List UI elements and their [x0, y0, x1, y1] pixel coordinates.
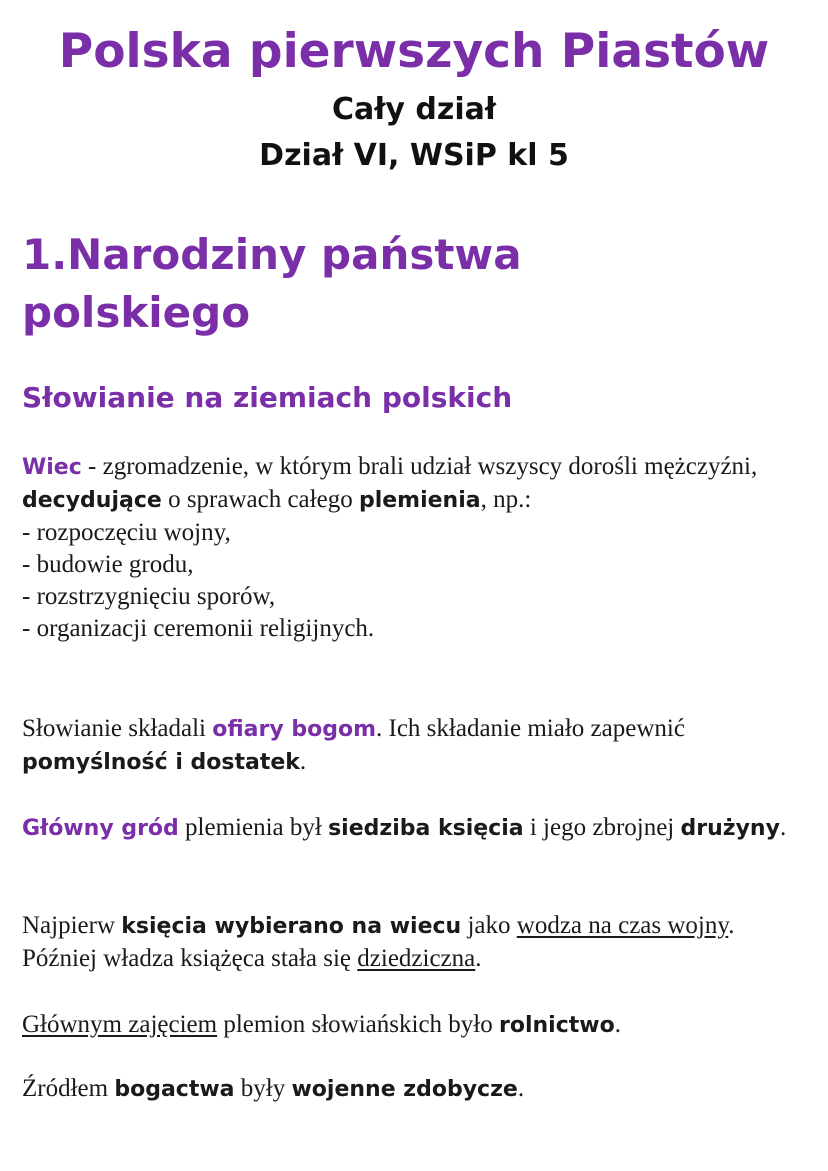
paragraph-ofiary	[22, 713, 812, 779]
paragraph-grod	[22, 812, 812, 845]
document-subtitle-scope: Cały dział	[332, 92, 496, 127]
bold-span: bogactwa	[114, 1077, 235, 1102]
document-title: Polska pierwszych Piastów	[58, 24, 770, 79]
underlined-span: dziedziczna	[357, 945, 476, 972]
document-subtitle-source: Dział VI, WSiP kl 5	[259, 138, 569, 173]
section-heading	[22, 226, 802, 342]
term-wiec: Wiec	[22, 455, 82, 480]
text-span: były	[234, 1075, 292, 1102]
underlined-span: wodza na czas wojny	[516, 912, 729, 939]
paragraph-rolnictwo	[22, 1009, 812, 1042]
section-subheading: Słowianie na ziemiach polskich	[22, 381, 513, 414]
section-heading-line2: polskiego	[22, 288, 251, 337]
text-span: - zgromadzenie, w którym brali udział wszyscy dorośli mężczyźni,	[81, 453, 758, 480]
text-span: plemion słowiańskich było	[217, 1011, 499, 1038]
text-span: i jego zbrojnej	[523, 814, 681, 841]
text-span: , np.:	[480, 486, 532, 513]
list-item: - organizacji ceremonii religijnych.	[22, 615, 375, 642]
text-span: .	[517, 1075, 525, 1102]
text-span: Źródłem	[22, 1075, 115, 1102]
text-span: plemienia był	[178, 814, 329, 841]
paragraph-bogactwo	[22, 1073, 812, 1106]
bold-span: plemienia	[358, 488, 481, 513]
text-span: o sprawach całego	[161, 486, 359, 513]
bold-span: rolnictwo	[499, 1013, 615, 1038]
paragraph-wiec	[22, 451, 812, 645]
text-span: jako	[461, 912, 517, 939]
text-span: .	[475, 945, 482, 972]
bold-span: drużyny	[680, 816, 780, 841]
text-span: Najpierw	[22, 912, 122, 939]
underlined-span: Głównym zajęciem	[22, 1011, 218, 1038]
text-span: .	[779, 814, 787, 841]
text-span: .	[299, 748, 307, 775]
text-span: Słowianie składali	[22, 715, 213, 742]
list-item: - rozstrzygnięciu sporów,	[22, 583, 276, 610]
term-ofiary: ofiary bogom	[212, 717, 377, 742]
section-heading-line1: 1.Narodziny państwa	[22, 230, 522, 279]
text-span: .	[614, 1011, 621, 1038]
paragraph-ksiaze	[22, 910, 812, 975]
bold-span: księcia wybierano na wiecu	[121, 914, 462, 939]
bold-span: siedziba księcia	[328, 816, 524, 841]
bold-span: wojenne zdobycze	[291, 1077, 518, 1102]
bold-span: decydujące	[22, 488, 162, 513]
list-item: - budowie grodu,	[22, 551, 194, 578]
list-item: - rozpoczęciu wojny,	[22, 519, 231, 546]
text-span: . Później władza książęca stała się	[22, 912, 735, 972]
term-glowny-grod: Główny gród	[22, 816, 179, 841]
bold-span: pomyślność i dostatek	[22, 750, 300, 775]
text-span: . Ich składanie miało zapewnić	[376, 715, 685, 742]
